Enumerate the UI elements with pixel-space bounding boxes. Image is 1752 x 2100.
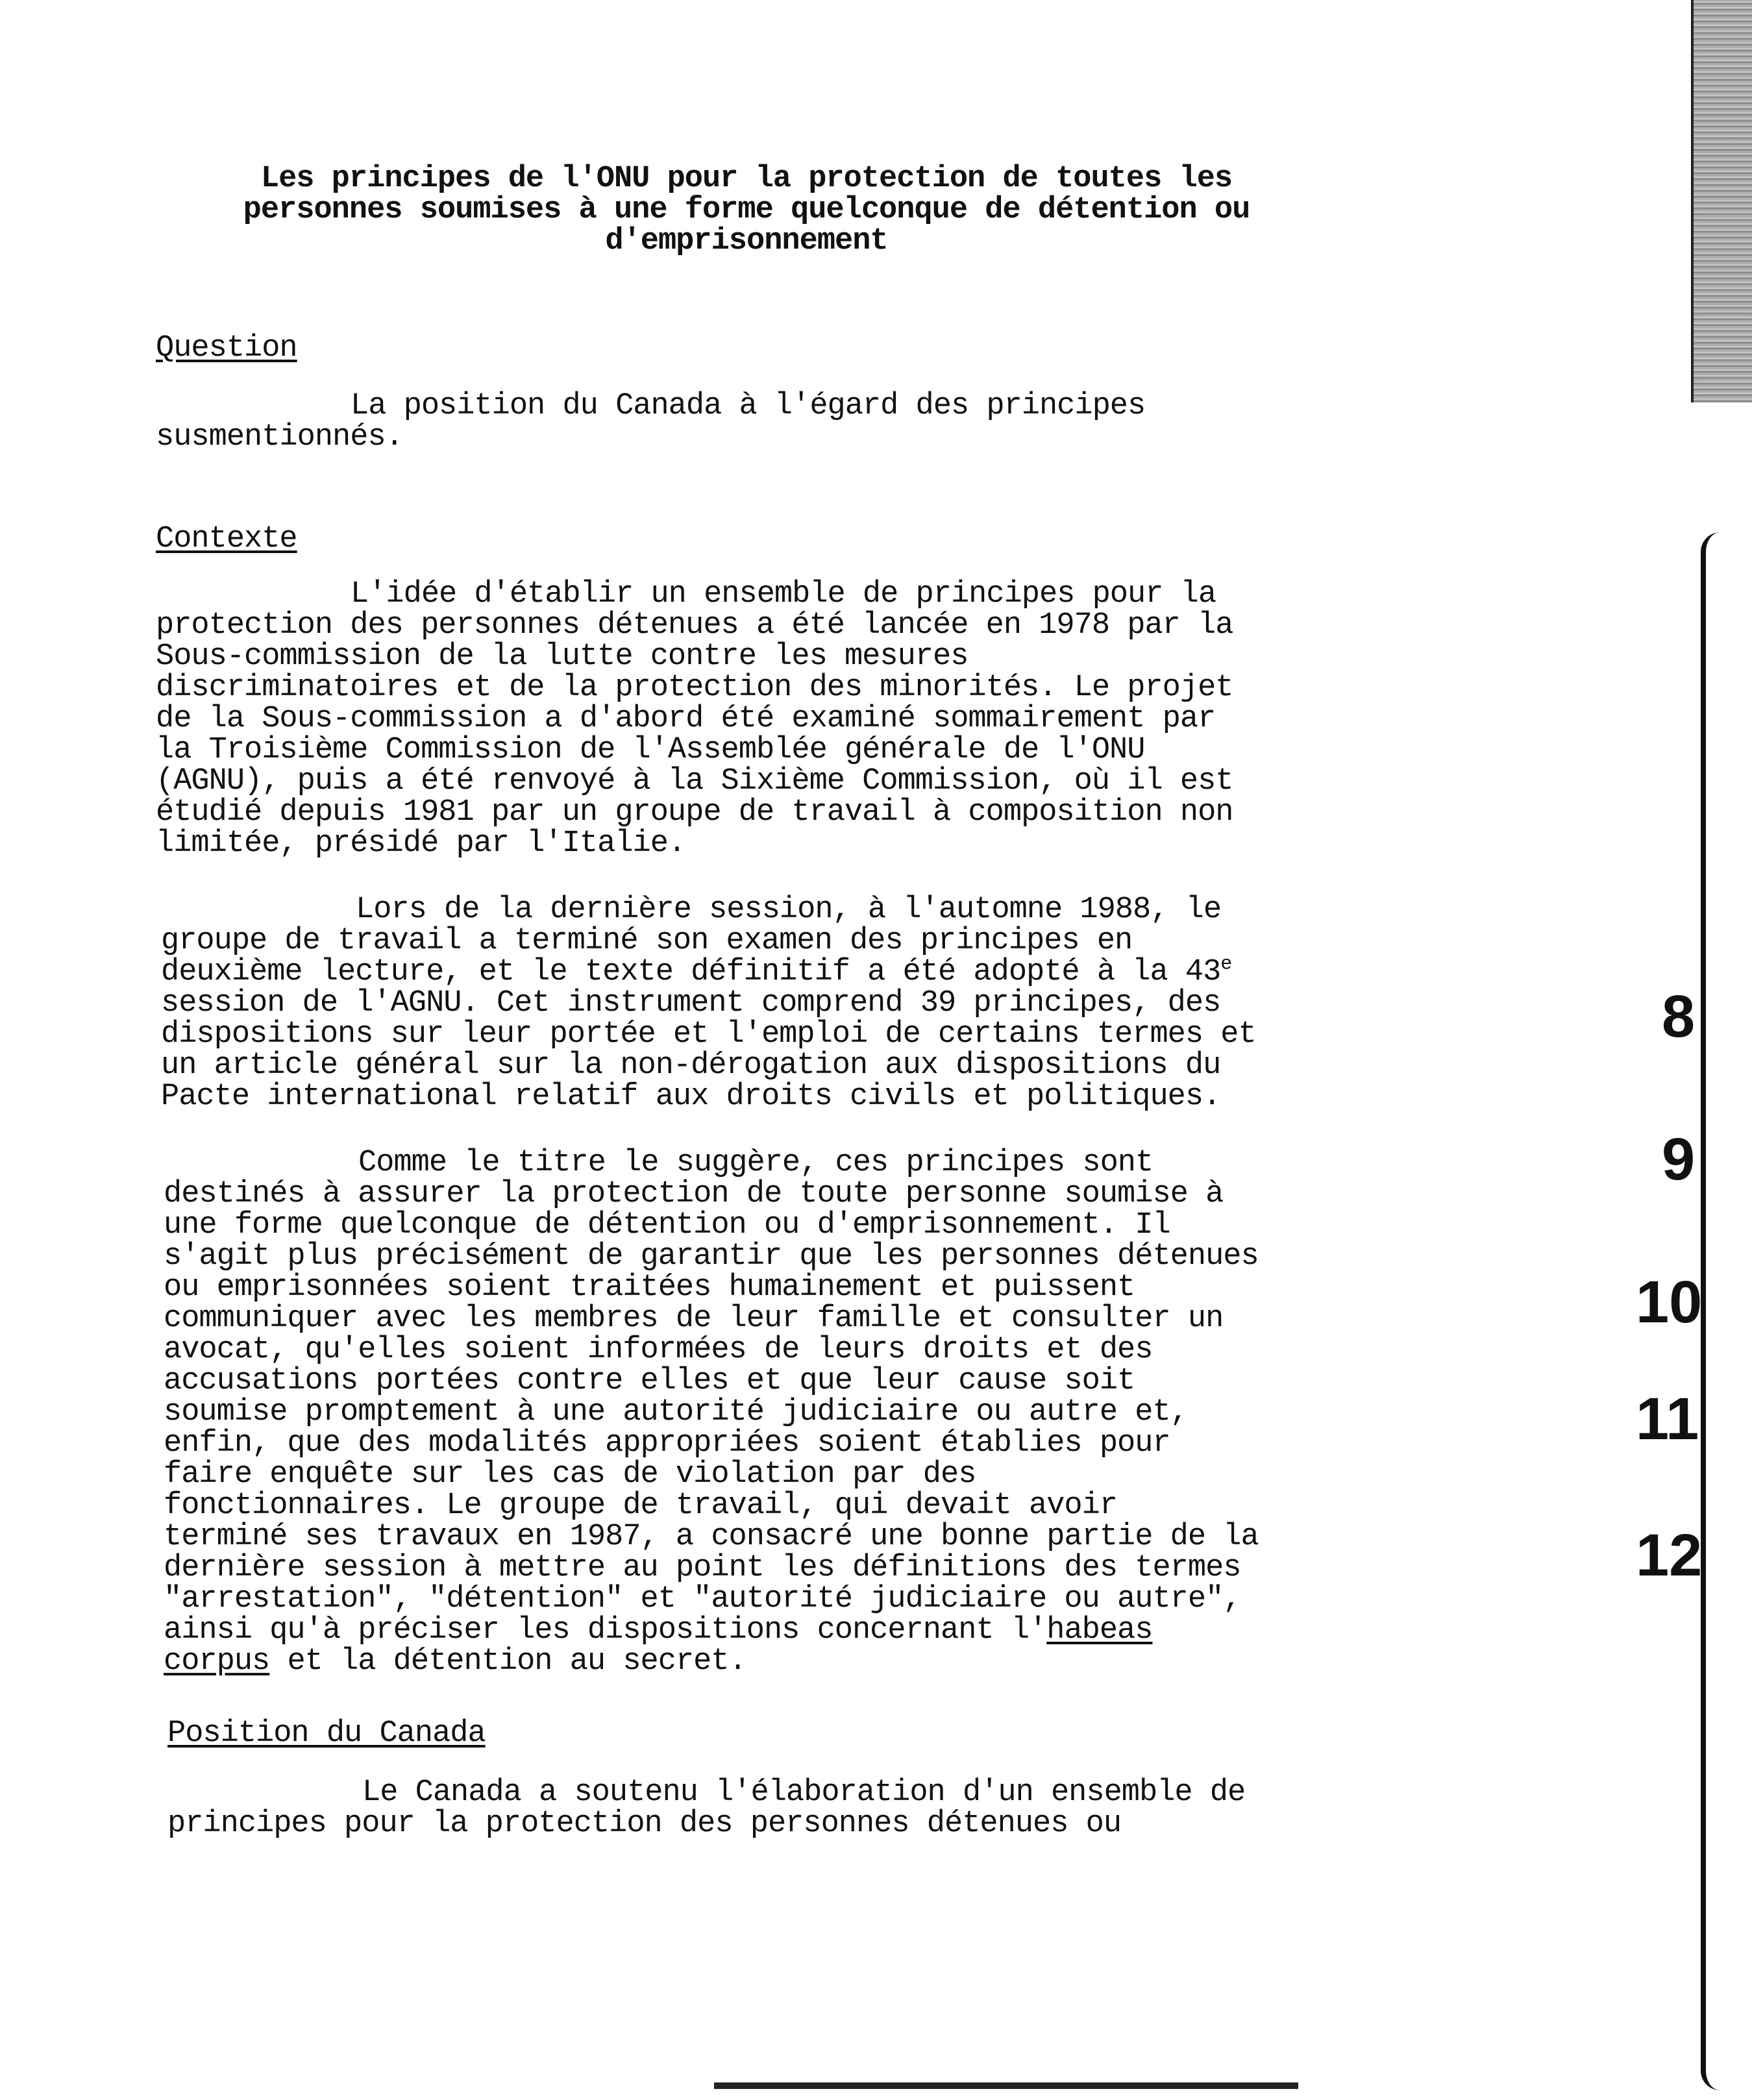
tab-marker-11: 11 (1636, 1386, 1699, 1452)
text-line (164, 1615, 1397, 1646)
text-line: L'idée d'établir un ensemble de principes pour la (351, 577, 1216, 611)
scan-bottom-edge (714, 2082, 1298, 2089)
text-line: dernière session à mettre au point les définitions des termes (164, 1551, 1241, 1585)
text-line (164, 1646, 1397, 1677)
text-line (161, 953, 1394, 989)
text-line: accusations portées contre elles et que leur cause soit (164, 1364, 1135, 1398)
text-segment: et la détention au secret. (269, 1644, 746, 1679)
text-line: Lors de la dernière session, à l'automne 1988, le (356, 893, 1222, 927)
text-line: une forme quelconque de détention ou d'emprisonnement. Il (164, 1208, 1170, 1242)
text-line: faire enquête sur les cas de violation par des (164, 1457, 976, 1492)
text-line: "arrestation", "détention" et "autorité judiciaire ou autre", (164, 1582, 1241, 1616)
tab-marker-12: 12 (1636, 1522, 1703, 1588)
text-line: soumise promptement à une autorité judiciaire ou autre et, (164, 1395, 1188, 1429)
text-line: destinés à assurer la protection de toute personne soumise à (164, 1177, 1224, 1211)
contexte-paragraph-3 (164, 1148, 1397, 1677)
text-line: groupe de travail a terminé son examen des principes en (161, 924, 1133, 958)
text-line: la Troisième Commission de l'Assemblée générale de l'ONU (156, 733, 1145, 767)
habeas-corpus-underlined: habeas (1046, 1613, 1153, 1648)
tab-marker-9: 9 (1662, 1126, 1696, 1192)
text-line: Le Canada a soutenu l'élaboration d'un ensemble de (362, 1775, 1246, 1810)
text-line: terminé ses travaux en 1987, a consacré une bonne partie de la (164, 1520, 1259, 1554)
superscript: e (1220, 953, 1232, 976)
text-line: session de l'AGNU. Cet instrument comprend 39 principes, des (161, 986, 1221, 1020)
document-title (156, 164, 1337, 257)
text-line: étudié depuis 1981 par un groupe de travail à composition non (156, 795, 1233, 830)
text-line: principes pour la protection des personnes détenues ou (167, 1807, 1122, 1841)
section-heading-position: Position du Canada (167, 1716, 486, 1751)
text-line: (AGNU), puis a été renvoyé à la Sixième Commission, où il est (156, 764, 1233, 798)
position-paragraph (167, 1777, 1401, 1840)
contexte-paragraph-1 (156, 579, 1389, 859)
text-segment: ainsi qu'à préciser les dispositions concernant l' (164, 1613, 1047, 1648)
text-line: communiquer avec les membres de leur famille et consulter un (164, 1302, 1224, 1336)
tab-marker-8: 8 (1662, 983, 1696, 1050)
text-line: Pacte international relatif aux droits civils et politiques. (161, 1080, 1221, 1114)
text-line: s'agit plus précisément de garantir que les personnes détenues (164, 1239, 1259, 1274)
text-line: avocat, qu'elles soient informées de leurs droits et des (164, 1333, 1153, 1367)
contexte-paragraph-2 (161, 895, 1394, 1113)
text-line: Comme le titre le suggère, ces principes sont (358, 1146, 1154, 1180)
tab-dividers-binding (1701, 532, 1752, 2090)
text-line: susmentionnés. (156, 420, 403, 454)
text-line: limitée, présidé par l'Italie. (156, 826, 686, 861)
text-line: Sous-commission de la lutte contre les mesures (156, 639, 969, 674)
text-line: La position du Canada à l'égard des principes (351, 389, 1146, 423)
text-line: protection des personnes détenues a été lancée en 1978 par la (156, 608, 1233, 643)
section-heading-contexte: Contexte (156, 522, 297, 556)
text-line: de la Sous-commission a d'abord été examiné sommairement par (156, 702, 1216, 736)
text-line: un article général sur la non-dérogation aux dispositions du (161, 1048, 1221, 1083)
title-line: personnes soumises à une forme quelconque de détention ou (243, 193, 1250, 227)
text-line: discriminatoires et de la protection des minorités. Le projet (156, 671, 1233, 705)
text-line: ou emprisonnées soient traitées humainement et puissent (164, 1270, 1135, 1305)
question-paragraph (156, 391, 1389, 453)
text-line: fonctionnaires. Le groupe de travail, qui devait avoir (164, 1489, 1118, 1523)
text-line: enfin, que des modalités appropriées soient établies pour (164, 1426, 1170, 1461)
text-segment: deuxième lecture, et le texte définitif a été adopté à la 43 (161, 955, 1221, 989)
text-line: dispositions sur leur portée et l'emploi de certains termes et (161, 1017, 1256, 1052)
page-edge-scan-strip (1691, 0, 1752, 402)
title-line: d'emprisonnement (605, 224, 888, 258)
tab-marker-10: 10 (1636, 1269, 1703, 1335)
habeas-corpus-underlined: corpus (164, 1644, 270, 1679)
section-heading-question: Question (156, 331, 297, 365)
title-line: Les principes de l'ONU pour la protection de toutes les (260, 162, 1233, 196)
